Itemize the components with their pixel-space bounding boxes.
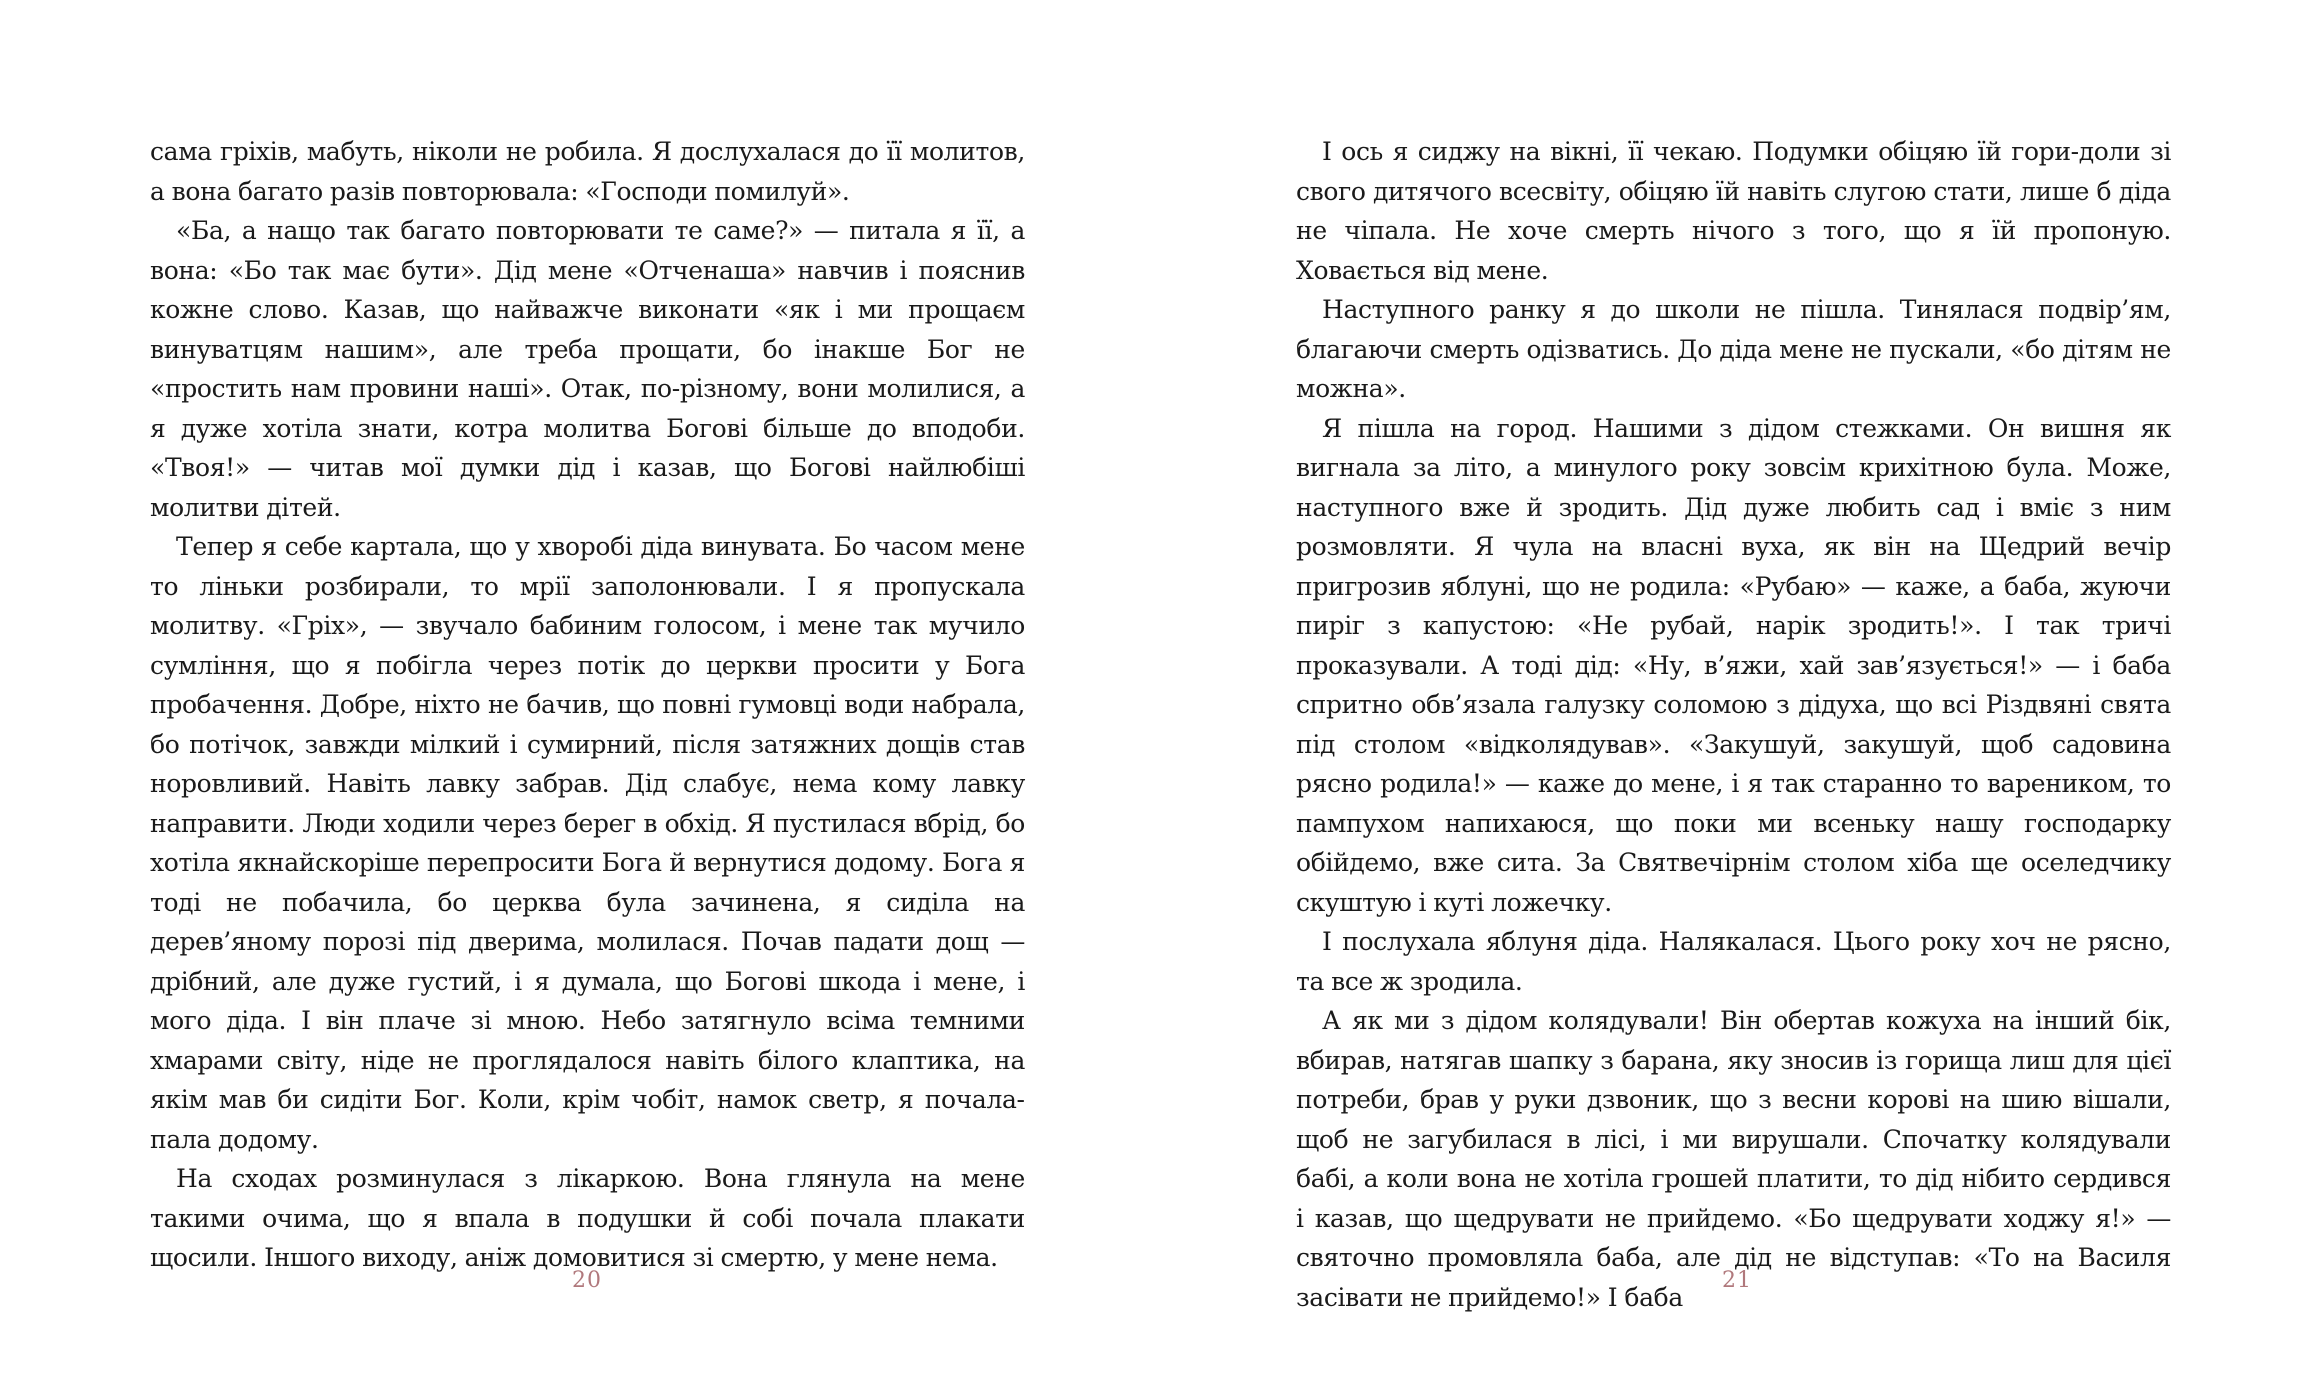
paragraph: І ось я сиджу на вікні, її чекаю. Подумки обіцяю їй гори-доли зі свого дитячого всесвіту, обіцяю їй навіть слугою стати, лише б діда не чіпала. Не хоче смерть нічого з того, що я їй пропоную. Ховається від мене.: [1296, 137, 2171, 285]
paragraph: «Ба, а нащо так багато повторювати те саме?» — питала я її, а вона: «Бо так має бути». Дід мене «Отченаша» навчив і пояснив кожне слово. Казав, що найважче виконати «як і ми прощаєм винуватцям нашим», але треба прощати, бо інакше Бог не «простить нам провини наші». Отак, по-різному, вони молилися, а я дуже хотіла знати, котра молитва Богові більше до вподоби. «Твоя!» — читав мої думки дід і казав, що Богові найлюбіші молитви дітей.: [150, 216, 1025, 522]
paragraph: На сходах розминулася з лікаркою. Вона глянула на мене такими очима, що я впала в подушки й собі почала плакати щосили. Іншого виходу, аніж домовитися зі смертю, у мене нема.: [150, 1164, 1025, 1272]
paragraph: Я пішла на город. Нашими з дідом стежками. Он вишня як вигнала за літо, а минулого року зовсім крихітною була. Може, наступного вже й зродить. Дід дуже любить сад і вміє з ним розмовляти. Я чула на власні вуха, як він на Щедрий вечір пригрозив яблуні, що не родила: «Рубаю» — каже, а баба, жуючи пиріг з капустою: «Не рубай, нарік зродить!». І так тричі проказували. А тоді дід: «Ну, в’яжи, хай зав’язується!» — і баба спритно обв’язала галузку соломою з дідуха, що всі Різдвяні свята під столом «відколядував». «Закушуй, закушуй, щоб садовина рясно родила!» — каже до мене, і я так старанно то вареником, то пампухом напихаюся, що поки ми всеньку нашу господарку обійдемо, вже сита. За Святвечірнім столом хіба ще оселедчику скуштую і куті ложечку.: [1296, 413, 2171, 917]
right-page: [1296, 132, 2171, 1317]
paragraph: Наступного ранку я до школи не пішла. Тинялася подвір’ям, благаючи смерть одізватись. До діда мене не пускали, «бо дітям не можна».: [1296, 295, 2171, 403]
left-page: [150, 132, 1025, 1278]
paragraph: А як ми з дідом колядували! Він обертав кожуха на інший бік, вбирав, натягав шапку з барана, яку зносив із горища лиш для цієї потреби, брав у руки дзвоник, що з весни корові на шию вішали, щоб не загубилася в лісі, і ми вирушали. Спочатку колядували бабі, а коли вона не хотіла грошей платити, то дід нібито сердився і казав, що щедрувати не прийдемо. «Бо щедрувати ходжу я!» — святочно промовляла баба, але дід не відступав: «То на Василя засівати не прийдемо!» І баба: [1296, 1006, 2171, 1312]
paragraph: сама гріхів, мабуть, ніколи не робила. Я дослухалася до її молитов, а вона багато разів повторювала: «Господи помилуй».: [150, 137, 1025, 206]
paragraph: І послухала яблуня діда. Налякалася. Цього року хоч не рясно, та все ж зродила.: [1296, 927, 2171, 996]
page-number-left: 20: [572, 1268, 602, 1293]
page-number-right: 21: [1722, 1268, 1752, 1293]
paragraph: Тепер я себе картала, що у хворобі діда винувата. Бо часом мене то ліньки розбирали, то мрії заполонювали. І я пропускала молитву. «Гріх», — звучало бабиним голосом, і мене так мучило сумління, що я побігла через потік до церкви просити у Бога пробачення. Добре, ніхто не бачив, що повні гумовці води набрала, бо потічок, завжди мілкий і сумирний, після затяжних дощів став норовливий. Навіть лавку забрав. Дід слабує, нема кому лавку направити. Люди ходили через берег в обхід. Я пустилася вбрід, бо хотіла якнайскоріше перепросити Бога й вернутися додому. Бога я тоді не побачила, бо церква була зачинена, я сиділа на дерев’яному порозі під дверима, молилася. Почав падати дощ — дрібний, але дуже густий, і я думала, що Богові шкода і мене, і мого діда. І він плаче зі мною. Небо затягнуло всіма темними хмарами світу, ніде не проглядалося навіть білого клаптика, на якім мав би сидіти Бог. Коли, крім чобіт, намок светр, я почалапала додому.: [150, 532, 1025, 1154]
